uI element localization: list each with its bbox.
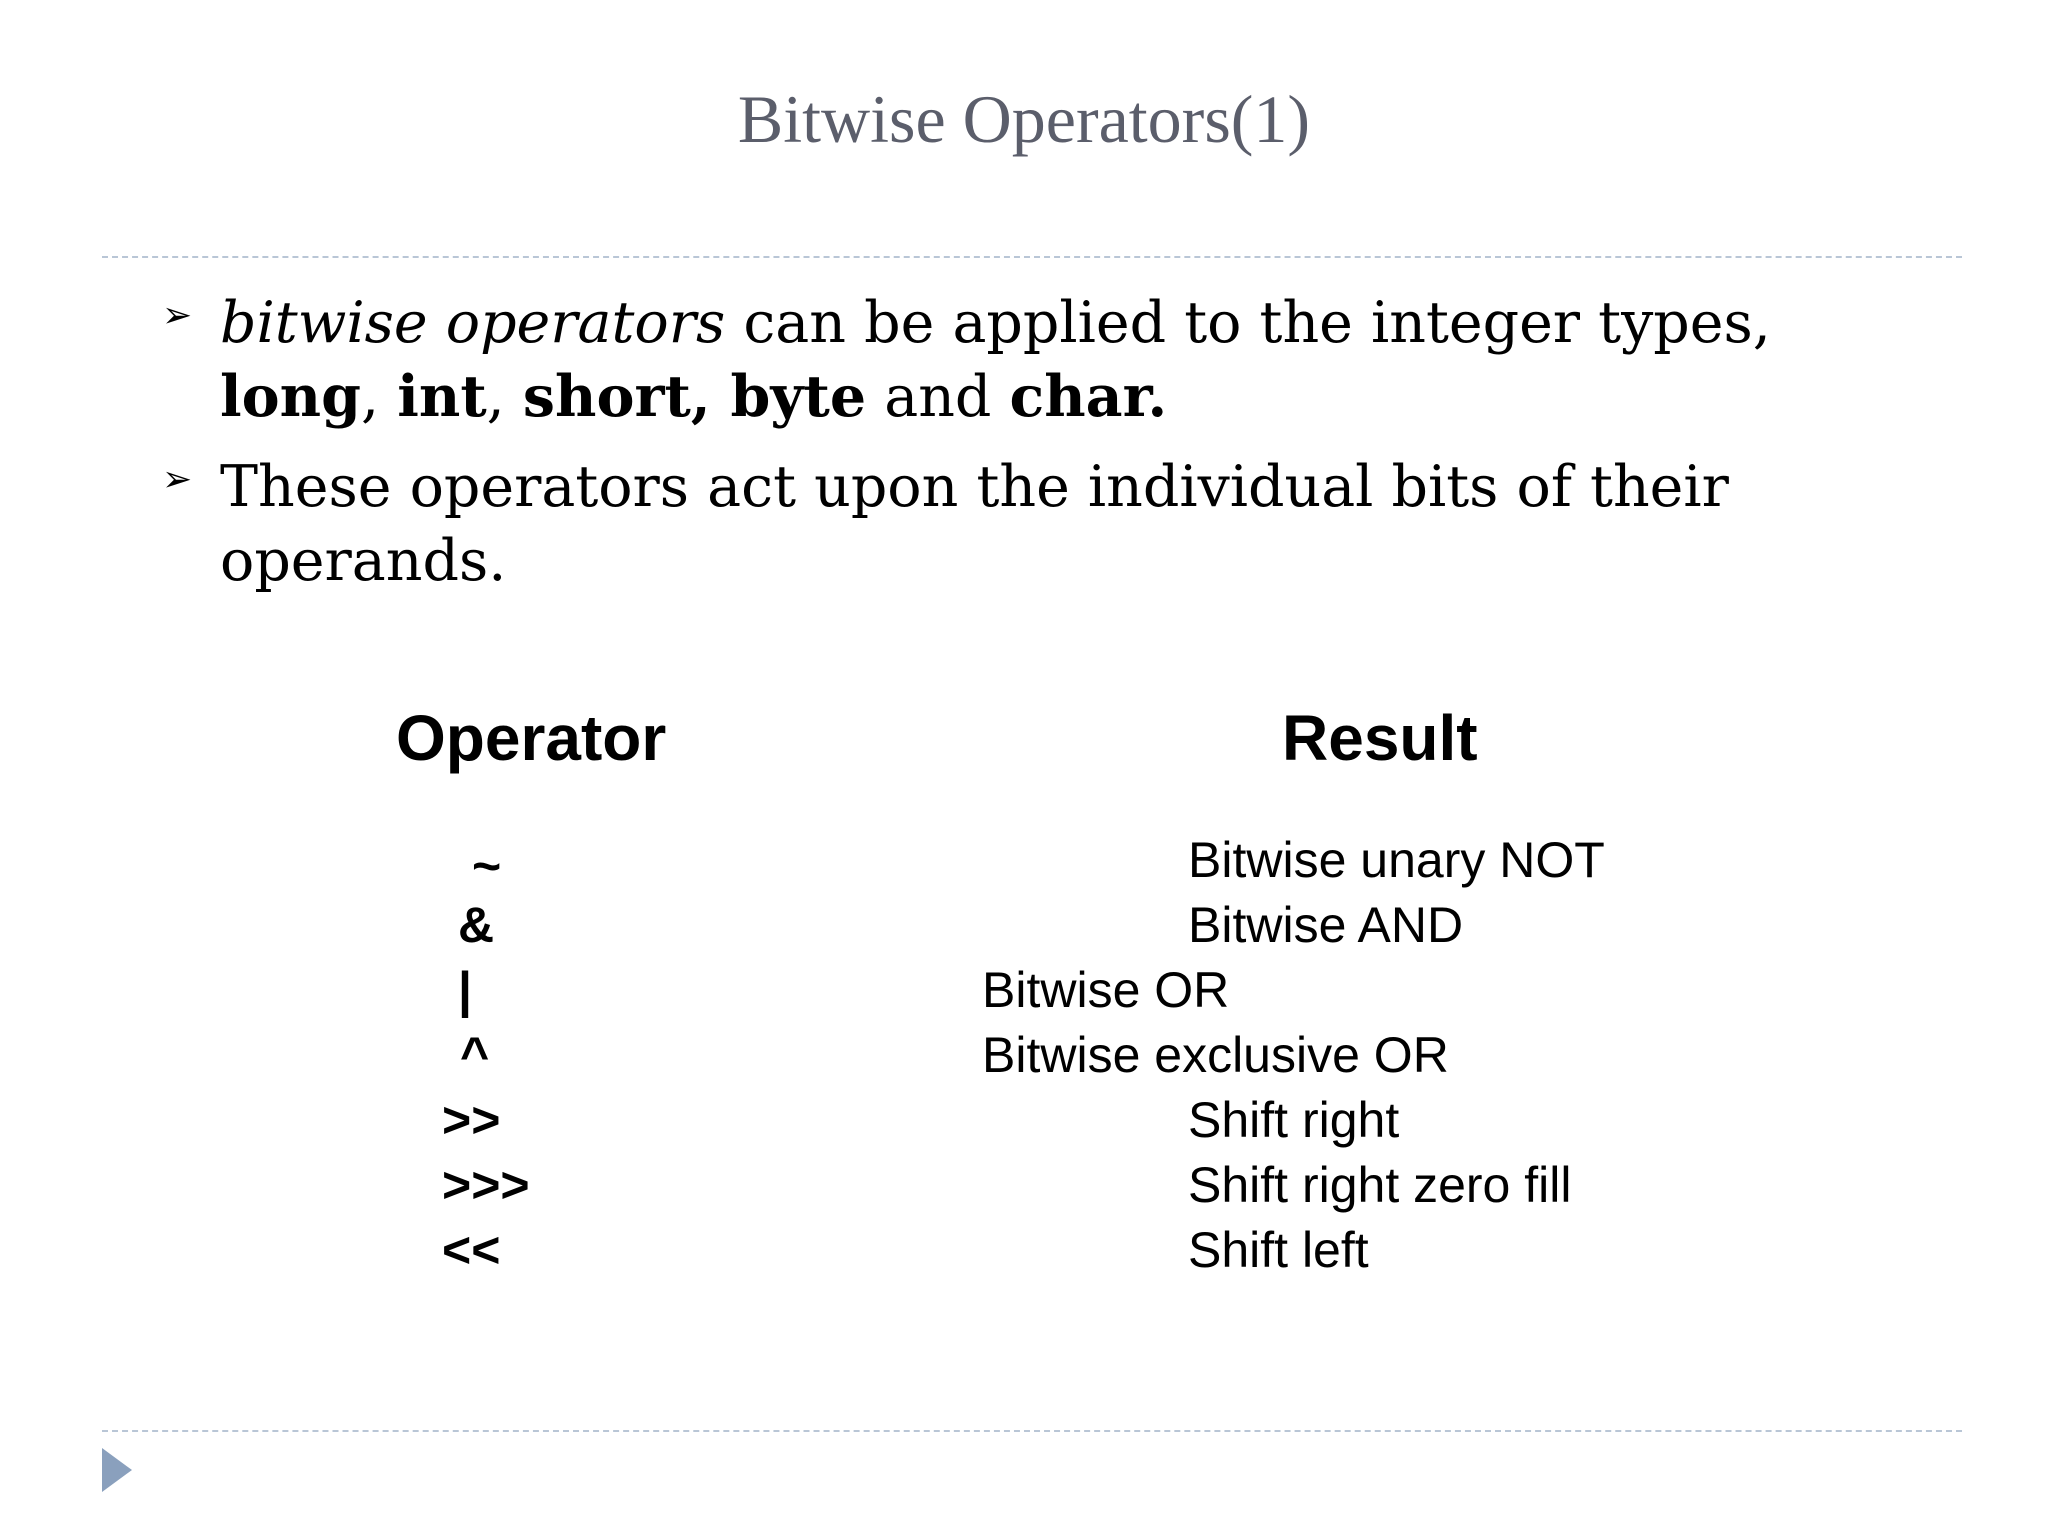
text-segment: operands. — [220, 528, 507, 594]
operator-cell: << — [442, 1222, 501, 1278]
text-segment: These operators act upon the individual bits of their — [220, 454, 1729, 520]
triangle-right-icon — [102, 1448, 132, 1492]
result-column-header: Result — [1282, 702, 1478, 774]
operator-cell: ^ — [460, 1027, 490, 1083]
slide-title: Bitwise Operators(1) — [737, 81, 1311, 157]
bullet-text — [220, 290, 1771, 430]
bullet-item-2 — [158, 450, 1978, 598]
top-divider — [102, 256, 1962, 258]
operator-cell: & — [458, 897, 495, 953]
text-segment: long — [220, 363, 361, 430]
result-cell: Bitwise AND — [1188, 897, 1464, 953]
result-cell: Bitwise exclusive OR — [982, 1027, 1449, 1083]
arrowhead-bullet-icon: ➢ — [162, 295, 193, 336]
arrowhead-bullet-icon: ➢ — [162, 459, 193, 500]
result-cell: Shift right — [1188, 1092, 1400, 1148]
text-segment: short, byte — [522, 363, 867, 430]
text-segment: int — [397, 363, 487, 430]
bottom-divider — [102, 1430, 1962, 1432]
result-cell: Bitwise OR — [982, 962, 1230, 1018]
text-segment: char. — [1009, 363, 1168, 430]
text-segment: , — [486, 364, 523, 430]
bullet-text — [220, 454, 1729, 594]
operator-cell: >> — [442, 1092, 501, 1148]
bullet-list — [158, 286, 1978, 614]
text-segment: bitwise operators — [220, 290, 726, 356]
text-segment: , — [360, 364, 398, 430]
operator-cell: | — [458, 962, 472, 1018]
text-segment: can be applied to the integer types, — [725, 290, 1771, 356]
result-cell: Bitwise unary NOT — [1188, 832, 1605, 888]
result-cell: Shift right zero fill — [1188, 1157, 1572, 1213]
bullet-item-1 — [158, 286, 1978, 434]
result-cell: Shift left — [1188, 1222, 1369, 1278]
operator-cell: >>> — [442, 1157, 530, 1213]
operator-cell: ~ — [472, 838, 502, 894]
operator-column-header: Operator — [396, 702, 667, 774]
text-segment: and — [866, 364, 1010, 430]
